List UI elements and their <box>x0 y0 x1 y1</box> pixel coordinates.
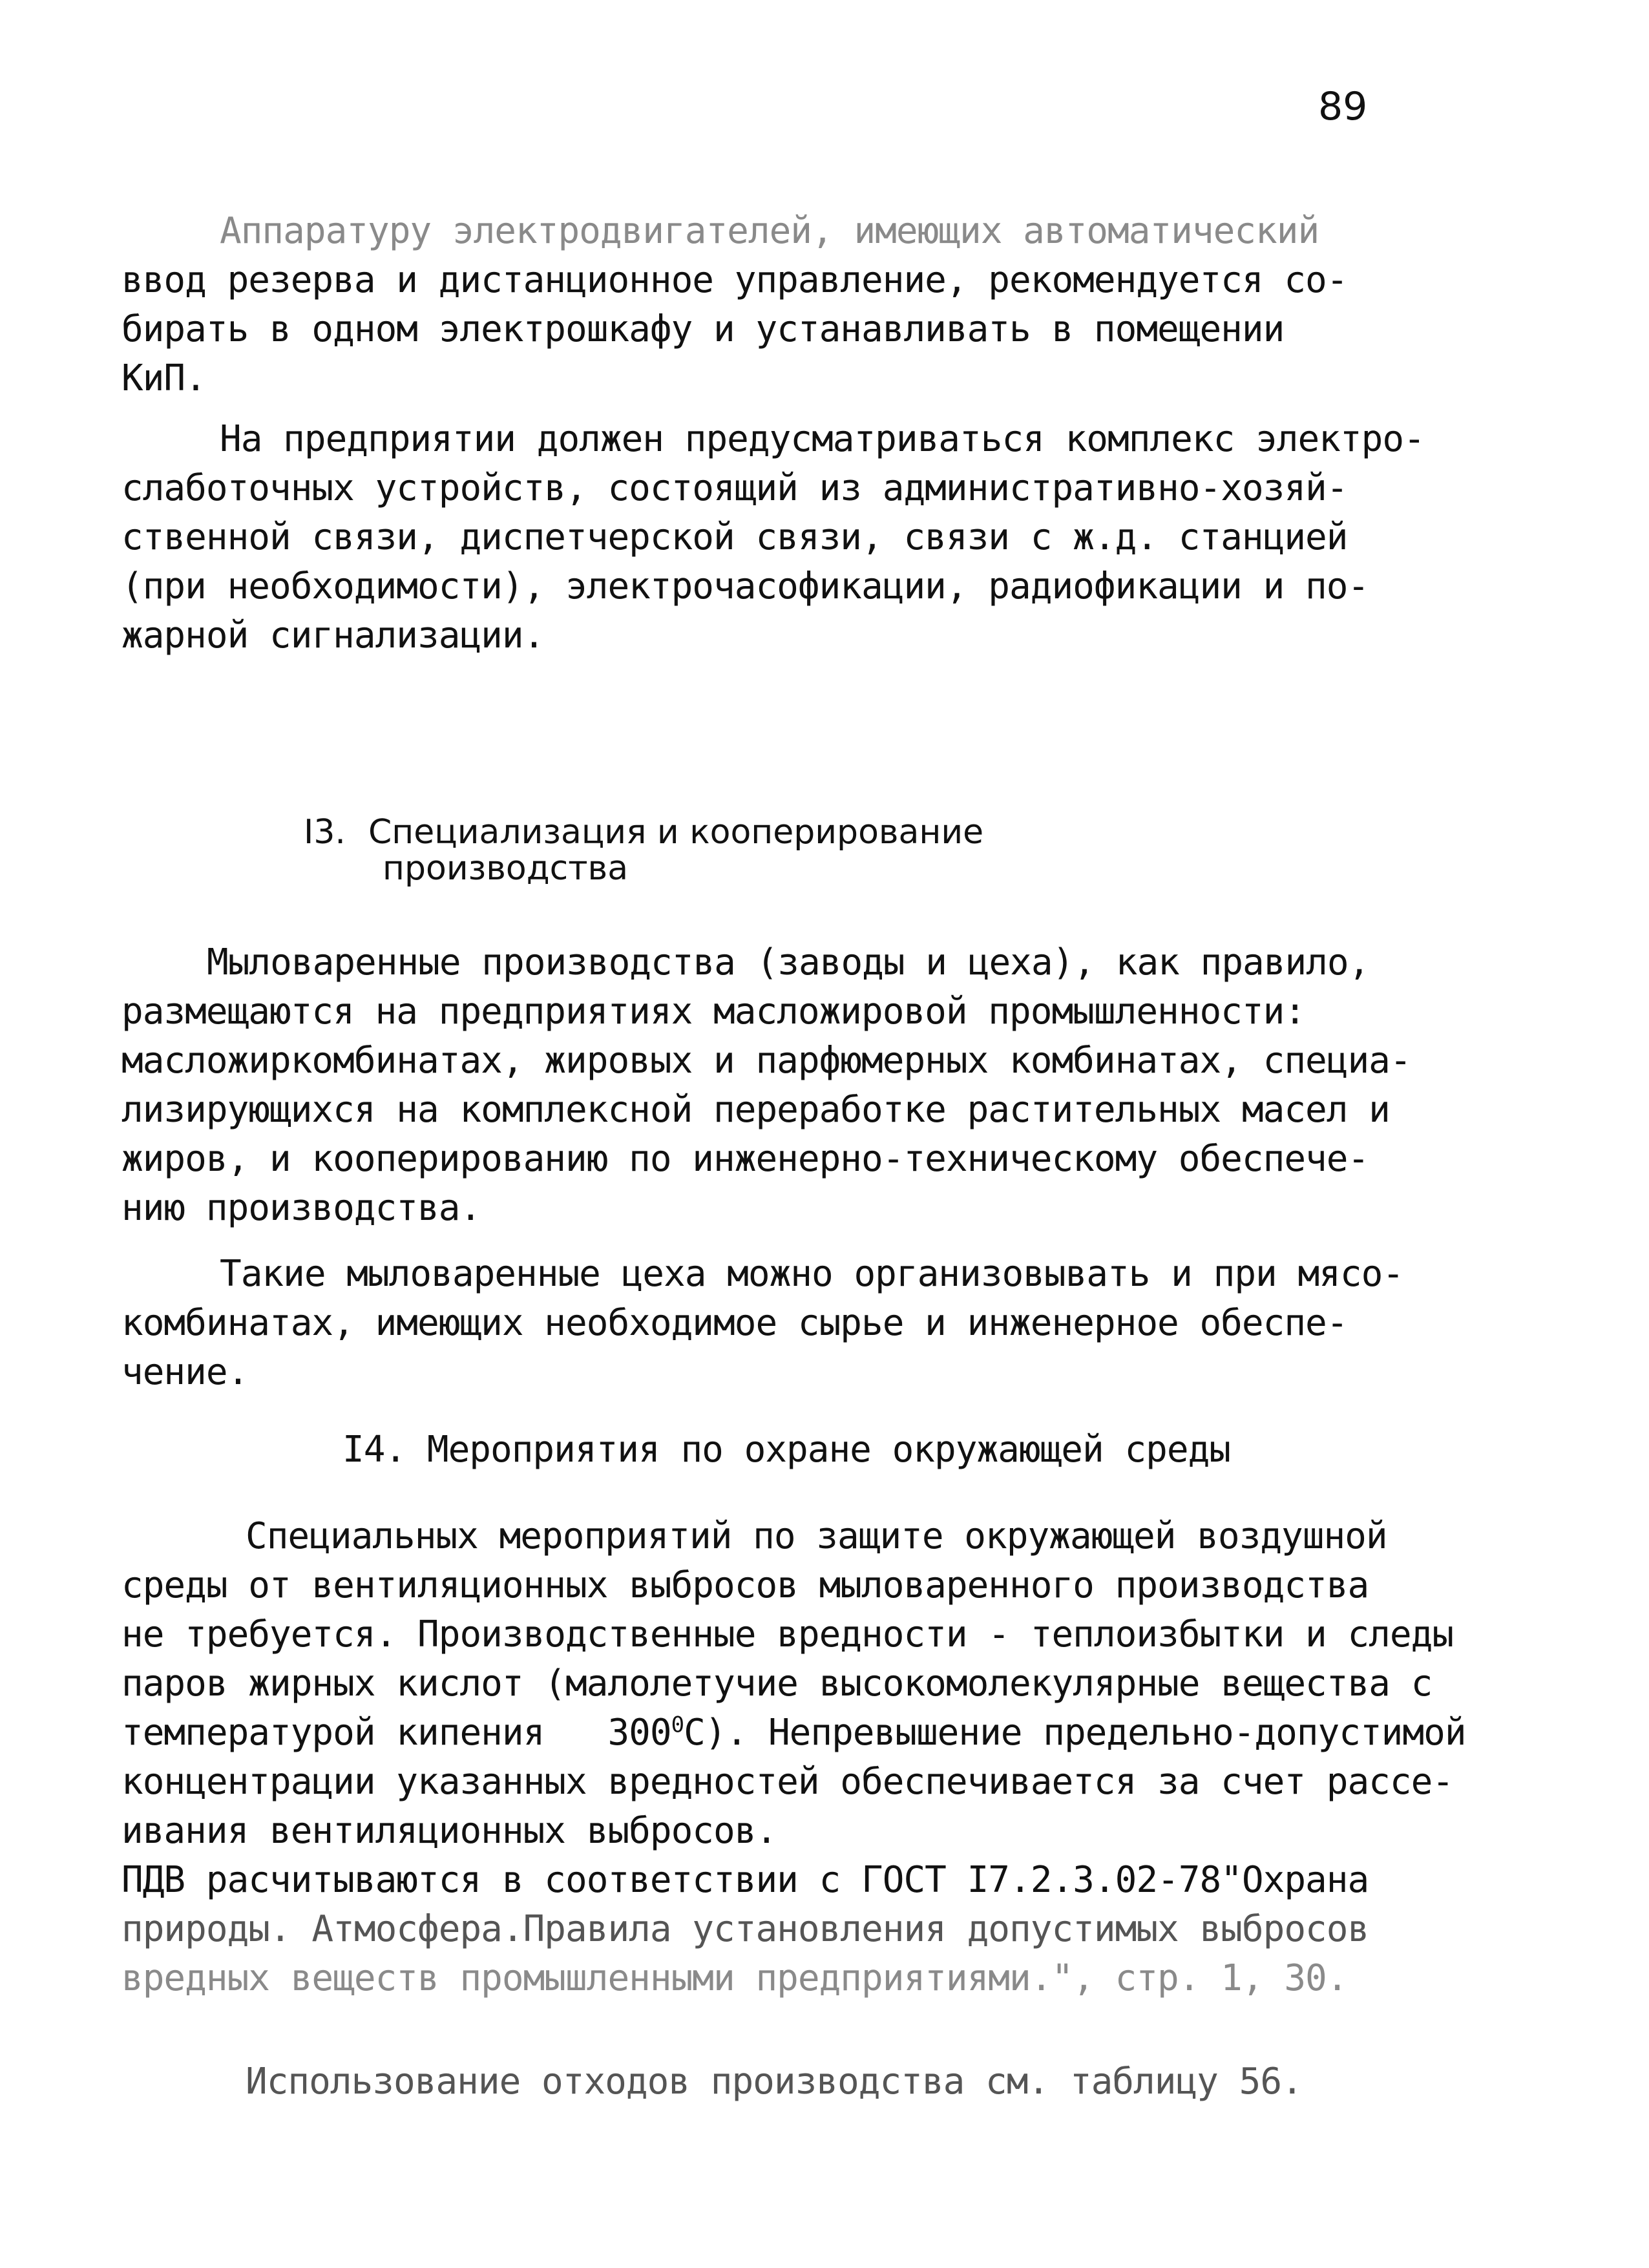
text-line: (при необходимости), электрочасофикации, радиофикации и по- <box>121 565 1369 607</box>
text-line: лизирующихся на комплексной переработке растительных масел и <box>121 1089 1390 1131</box>
text-line: Аппаратуру электродвигателей, имеющих автоматический <box>220 210 1319 252</box>
section-title: I4. Мероприятия по охране окружающей среды <box>342 1429 1231 1471</box>
text-line: Такие мыловаренные цеха можно организовывать и при мясо- <box>220 1253 1404 1295</box>
text-line: среды от вентиляционных выбросов мыловаренного производства <box>121 1564 1369 1606</box>
text-line: нию производства. <box>121 1187 481 1229</box>
section-title-line-2: производства <box>383 849 629 888</box>
section-title-line-1: Специализация и кооперирование <box>368 813 984 852</box>
text-span: температурой кипения 300 <box>121 1712 671 1754</box>
text-line: концентрации указанных вредностей обеспечивается за счет рассе- <box>121 1761 1454 1803</box>
text-line: жиров, и кооперированию по инженерно-техническому обеспече- <box>121 1138 1369 1180</box>
text-line: На предприятии должен предусматриваться комплекс электро- <box>220 418 1425 460</box>
text-line: размещаются на предприятиях масложировой промышленности: <box>121 991 1306 1033</box>
text-line: паров жирных кислот (малолетучие высокомолекулярные вещества с <box>121 1663 1433 1705</box>
text-line: не требуется. Производственные вредности - теплоизбытки и следы <box>121 1613 1454 1655</box>
superscript-degree: 0 <box>671 1712 684 1738</box>
section-number: I3. <box>304 813 346 852</box>
text-line: бирать в одном электрошкафу и устанавливать в помещении <box>121 308 1285 350</box>
text-line: КиП. <box>121 357 206 399</box>
text-line: комбинатах, имеющих необходимое сырье и инженерное обеспе- <box>121 1302 1348 1344</box>
text-line: масложиркомбинатах, жировых и парфюмерных комбинатах, специа- <box>121 1040 1411 1082</box>
text-line <box>121 1708 1466 1758</box>
text-line: Мыловаренные производства (заводы и цеха), как правило, <box>207 941 1370 983</box>
text-line: ственной связи, диспетчерской связи, связи с ж.д. станцией <box>121 516 1348 558</box>
text-line: Специальных мероприятий по защите окружающей воздушной <box>246 1515 1387 1557</box>
text-line: слаботочных устройств, состоящий из административно-хозяй- <box>121 467 1348 509</box>
text-line: Использование отходов производства см. таблицу 56. <box>246 2061 1303 2103</box>
text-line: природы. Атмосфера.Правила установления допустимых выбросов <box>121 1908 1369 1950</box>
page-number: 89 <box>1318 84 1368 129</box>
text-line: вредных веществ промышленными предприятиями.", стр. 1, 30. <box>121 1957 1348 1999</box>
text-line: ивания вентиляционных выбросов. <box>121 1810 777 1852</box>
text-line: чение. <box>121 1351 249 1393</box>
text-span: С). Непревышение предельно-допустимой <box>684 1712 1466 1754</box>
text-line: ввод резерва и дистанционное управление, рекомендуется со- <box>121 259 1348 301</box>
text-line: ПДВ расчитываются в соответствии с ГОСТ I7.2.3.02-78"Охрана <box>121 1859 1369 1901</box>
text-line: жарной сигнализации. <box>121 614 545 656</box>
